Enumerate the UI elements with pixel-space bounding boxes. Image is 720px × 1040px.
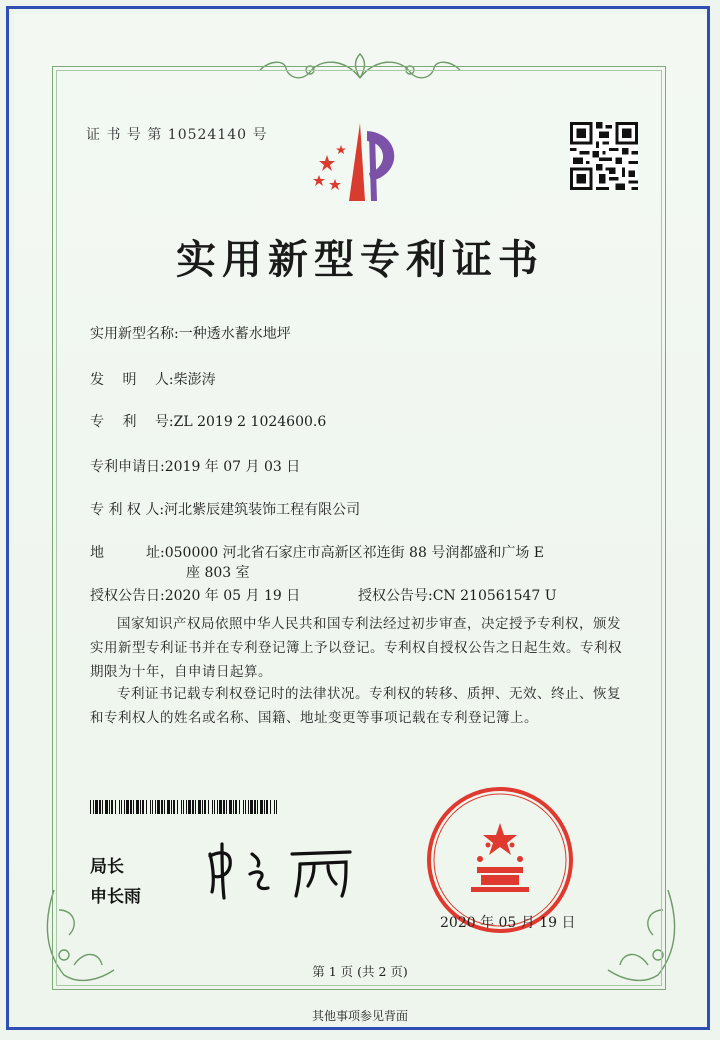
field-address [90,542,544,562]
barcode [90,800,280,814]
field-label: 专 利 权 人: [90,502,165,518]
field-value: 一种透水蓄水地坪 [178,326,291,342]
field-address-line2: 座 803 室 [186,565,250,581]
certificate-title: 实用新型专利证书 [176,236,544,283]
field-label: 授权公告日: [90,588,165,604]
field-label: 地 址: [90,545,165,561]
field-value: CN 210561547 U [432,588,557,604]
field-grant-date [90,585,300,605]
field-label: 专 利 号: [90,414,174,430]
field-patentee [90,499,360,519]
field-label: 发 明 人: [90,372,174,388]
director-signature [200,840,360,900]
field-value: 柴澎涛 [173,372,216,388]
field-inventor [90,369,216,389]
field-value: ZL 2019 2 1024600.6 [173,414,327,430]
field-value: 河北紫辰建筑装饰工程有限公司 [164,502,361,518]
field-grant-number [358,585,557,605]
director-title: 局长 [90,857,124,877]
field-value: 2020 年 05 月 19 日 [164,588,301,604]
field-value: 050000 河北省石家庄市高新区祁连街 88 号润都盛和广场 E [164,545,544,561]
field-value: 2019 年 07 月 03 日 [164,459,301,475]
patent-office-logo [305,115,415,205]
statement-paragraph-2: 专利证书记载专利权登记时的法律状况。专利权的转移、质押、无效、终止、恢复和专利权人的姓名或名称、国籍、地址变更等事项记载在专利登记簿上。 [90,686,621,726]
director-name: 申长雨 [90,887,141,907]
page-number: 第 1 页 (共 2 页) [312,964,408,979]
certificate-number: 证 书 号 第 10524140 号 [86,127,268,143]
qr-code [570,122,638,190]
statement-paragraph-1: 国家知识产权局依照中华人民共和国专利法经过初步审查，决定授予专利权，颁发实用新型专利证书并在专利登记簿上予以登记。专利权自授权公告之日起生效。专利权期限为十年，自申请日起算。 [90,616,622,680]
field-label: 专利申请日: [90,459,165,475]
seal-date: 2020 年 05 月 19 日 [440,915,576,931]
back-note: 其他事项参见背面 [311,1009,408,1023]
field-label: 实用新型名称: [90,326,179,342]
field-label: 授权公告号: [358,588,433,604]
field-filing-date [90,456,300,476]
field-utility-model-name [90,323,291,343]
field-patent-number [90,411,326,431]
